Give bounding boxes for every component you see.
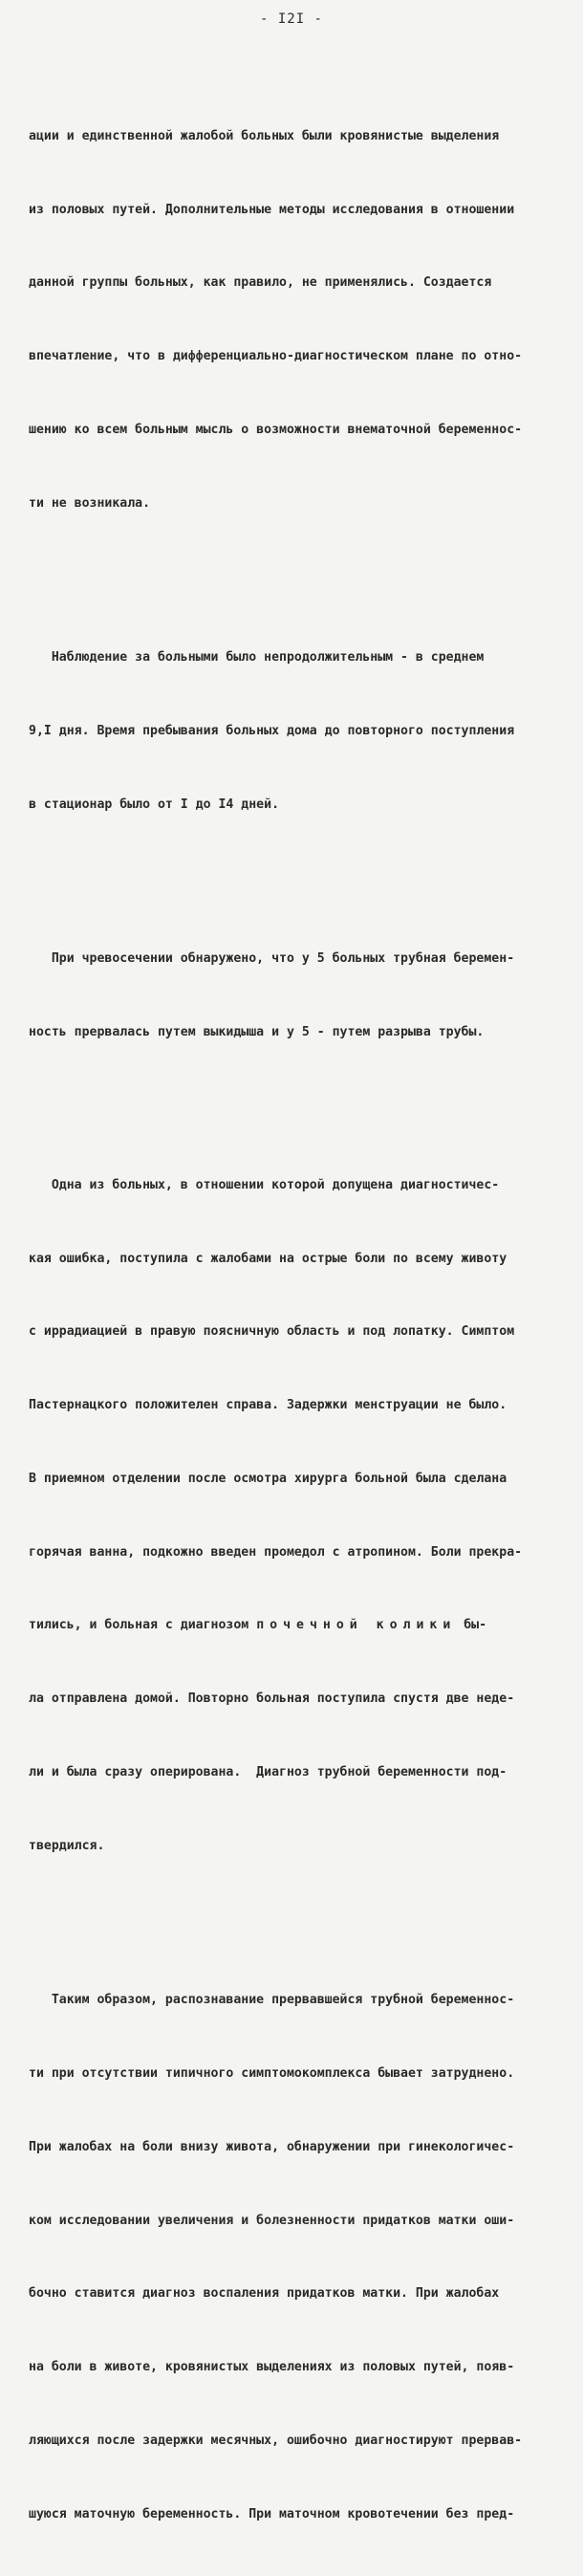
text-line: В приемном отделении после осмотра хирурга больной была сделана: [29, 1471, 507, 1486]
text-line: с иррадиацией в правую поясничную область и под лопатку. Симптом: [29, 1324, 515, 1340]
text-line: Одна из больных, в отношении которой допущена диагностичес-: [29, 1177, 500, 1192]
text-line: ляющихся после задержки месячных, ошибочно диагностируют прервав-: [29, 2434, 523, 2448]
text-line: твердился.: [29, 1838, 105, 1853]
text-line: ти не возникала.: [29, 495, 151, 511]
text-line: При чревосечении обнаружено, что у 5 больных трубная беремен-: [29, 951, 515, 967]
text-line: ком исследовании увеличения и болезненности придатков матки оши-: [29, 2213, 515, 2228]
text-line: шуюся маточную беременность. При маточном кровотечении без пред-: [29, 2506, 515, 2521]
emphasized-term: почечной колики: [256, 1618, 457, 1633]
text-line: горячая ванна, подкожно введен промедол с атропином. Боли прекра-: [29, 1544, 523, 1560]
text-line: данной группы больных, как правило, не применялись. Создается: [29, 275, 492, 291]
text-line: шению ко всем больным мысль о возможности внематочной беременнос-: [29, 422, 523, 437]
text-line: тились, и больная с диагнозом почечной колики бы-: [29, 1618, 487, 1633]
text-line: Таким образом, распознавание прервавшейся трубной беременнос-: [29, 1993, 515, 2008]
text-line: ли и была сразу оперирована. Диагноз трубной беременности под-: [29, 1764, 507, 1779]
page-number: - I2I -: [259, 11, 323, 27]
text-line: ность прервалась путем выкидыша и у 5 - путем разрыва трубы.: [29, 1025, 485, 1040]
text-line: из половых путей. Дополнительные методы исследования в отношении: [29, 202, 515, 217]
text-line: на боли в животе, кровянистых выделениях из половых путей, появ-: [29, 2360, 515, 2375]
text-line: ла отправлена домой. Повторно больная поступила спустя две неде-: [29, 1692, 515, 1707]
body-text: [29, 51, 564, 2576]
text-line: При жалобах на боли внизу живота, обнаружении при гинекологичес-: [29, 2139, 515, 2154]
text-line: Наблюдение за больными было непродолжительным - в среднем: [29, 650, 485, 666]
text-line: ации и единственной жалобой больных были кровянистые выделения: [29, 128, 500, 143]
text-line: в стационар было от I до I4 дней.: [29, 797, 280, 812]
text-line: ти при отсутствии типичного симптомокомплекса бывает затруднено.: [29, 2066, 515, 2082]
text-line: 9,I дня. Время пребывания больных дома до повторного поступления: [29, 724, 515, 739]
text-line: кая ошибка, поступила с жалобами на острые боли по всему животу: [29, 1251, 507, 1266]
text-line: Пастернацкого положителен справа. Задержки менструации не было.: [29, 1398, 507, 1413]
text-line: впечатление, что в дифференциально-диагностическом плане по отно-: [29, 349, 523, 364]
text-line: бочно ставится диагноз воспаления придатков матки. При жалобах: [29, 2286, 500, 2302]
